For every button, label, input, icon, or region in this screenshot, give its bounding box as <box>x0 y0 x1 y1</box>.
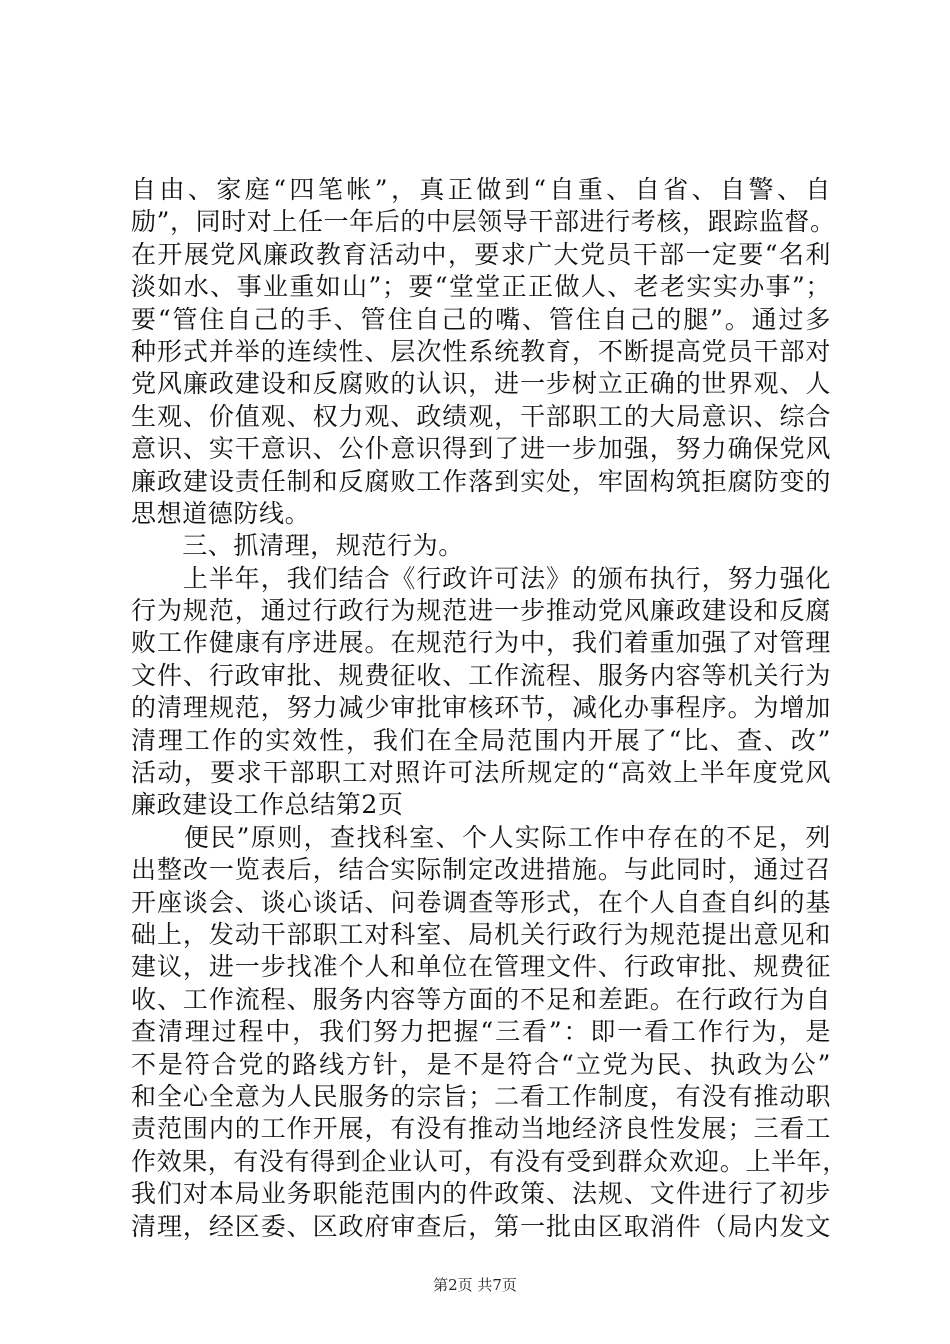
text-line: 在开展党风廉政教育活动中，要求广大党员干部一定要“名利 <box>131 239 831 269</box>
text-line: 行为规范，通过行政行为规范进一步推动党风廉政建设和反腐 <box>131 596 831 626</box>
text-line: 作效果，有没有得到企业认可，有没有受到群众欢迎。上半年， <box>131 1146 848 1176</box>
section-heading: 三、抓清理，规范行为。 <box>131 531 464 561</box>
text-line: 开座谈会、谈心谈话、问卷调查等形式，在个人自查自纠的基 <box>131 887 831 917</box>
text-line: 建议，进一步找准个人和单位在管理文件、行政审批、规费征 <box>131 952 831 982</box>
text-line: 廉政建设责任制和反腐败工作落到实处，牢固构筑拒腐防变的 <box>131 466 831 496</box>
text-line: 意识、实干意识、公仆意识得到了进一步加强，努力确保党风 <box>131 434 831 464</box>
text-line: 础上，发动干部职工对科室、局机关行政行为规范提出意见和 <box>131 919 831 949</box>
text-line: 自由、家庭“四笔帐”，真正做到“自重、自省、自警、自 <box>131 175 831 204</box>
text-line: 的清理规范，努力减少审批审核环节，减化办事程序。为增加 <box>131 693 831 723</box>
text-line: 党风廉政建设和反腐败的认识，进一步树立正确的世界观、人 <box>131 369 831 399</box>
text-line: 责范围内的工作开展，有没有推动当地经济良性发展；三看工 <box>131 1114 831 1144</box>
text-line: 和全心全意为人民服务的宗旨；二看工作制度，有没有推动职 <box>131 1081 831 1111</box>
text-line: 我们对本局业务职能范围内的件政策、法规、文件进行了初步 <box>131 1179 831 1209</box>
text-line: 查清理过程中，我们努力把握“三看”：即一看工作行为，是 <box>131 1017 831 1047</box>
text-line: 收、工作流程、服务内容等方面的不足和差距。在行政行为自 <box>131 984 831 1014</box>
text-line: 出整改一览表后，结合实际制定改进措施。与此同时，通过召 <box>131 855 831 885</box>
text-line: 上半年，我们结合《行政许可法》的颁布执行，努力强化 <box>131 563 831 593</box>
document-body <box>131 174 848 1243</box>
text-line: 文件、行政审批、规费征收、工作流程、服务内容等机关行为 <box>131 660 831 690</box>
text-line: 要“管住自己的手、管住自己的嘴、管住自己的腿”。通过多 <box>131 304 831 334</box>
text-line: 廉政建设工作总结第2页 <box>131 790 404 820</box>
text-line: 败工作健康有序进展。在规范行为中，我们着重加强了对管理 <box>131 628 831 658</box>
text-line: 不是符合党的路线方针，是不是符合“立党为民、执政为公” <box>131 1049 831 1079</box>
text-line: 生观、价值观、权力观、政绩观，干部职工的大局意识、综合 <box>131 401 831 431</box>
text-line: 种形式并举的连续性、层次性系统教育，不断提高党员干部对 <box>131 336 831 366</box>
page-footer: 第2页 共7页 <box>433 1276 517 1294</box>
text-line: 思想道德防线。 <box>131 498 311 528</box>
text-line: 淡如水、事业重如山”；要“堂堂正正做人、老老实实办事”； <box>131 272 831 302</box>
text-line: 便民”原则，查找科室、个人实际工作中存在的不足，列 <box>131 822 831 852</box>
text-line: 活动，要求干部职工对照许可法所规定的“高效上半年度党风 <box>131 758 831 788</box>
text-line: 励”，同时对上任一年后的中层领导干部进行考核，跟踪监督。 <box>131 207 836 237</box>
text-line: 清理工作的实效性，我们在全局范围内开展了“比、查、改” <box>131 725 831 755</box>
text-line: 清理，经区委、区政府审查后，第一批由区取消件（局内发文 <box>131 1211 831 1241</box>
